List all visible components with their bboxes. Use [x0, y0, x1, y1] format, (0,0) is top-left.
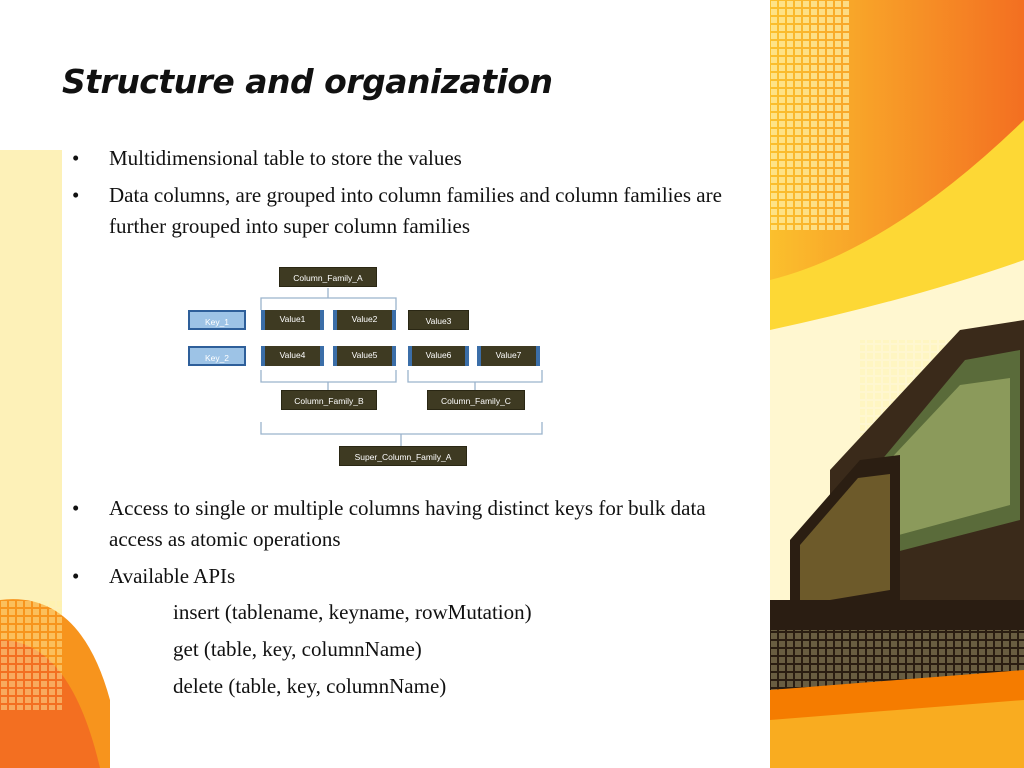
bullet-marker: • — [72, 564, 80, 588]
slide-title: Structure and organization — [62, 62, 553, 101]
column-family-b-box: Column_Family_B — [281, 390, 377, 410]
value-3-box: Value3 — [408, 310, 469, 330]
value-1-box: Value1 — [261, 310, 324, 330]
super-column-family-box: Super_Column_Family_A — [339, 446, 467, 466]
column-family-diagram — [185, 262, 555, 472]
right-decoration — [770, 0, 1024, 768]
column-family-a-box: Column_Family_A — [279, 267, 377, 287]
bracket-lines — [185, 262, 555, 472]
api-get: get (table, key, columnName) — [173, 637, 422, 661]
key-2-box: Key_2 — [188, 346, 246, 366]
column-family-c-box: Column_Family_C — [427, 390, 525, 410]
bullet-text: Available APIs — [109, 564, 236, 588]
value-5-box: Value5 — [333, 346, 396, 366]
value-4-box: Value4 — [261, 346, 324, 366]
left-decoration — [0, 0, 110, 768]
api-insert: insert (tablename, keyname, rowMutation) — [173, 600, 532, 624]
value-6-box: Value6 — [408, 346, 469, 366]
bullet-marker: • — [72, 183, 80, 207]
key-1-box: Key_1 — [188, 310, 246, 330]
bullet-text: Multidimensional table to store the values — [109, 146, 462, 170]
value-2-box: Value2 — [333, 310, 396, 330]
bullet-marker: • — [72, 146, 80, 170]
bullet-text: Access to single or multiple columns having distinct keys for bulk data access as atomic operations — [109, 496, 706, 551]
api-delete: delete (table, key, columnName) — [173, 674, 447, 698]
bullet-marker: • — [72, 496, 80, 520]
value-7-box: Value7 — [477, 346, 540, 366]
bullet-text: Data columns, are grouped into column families and column families are further grouped into super column families — [109, 183, 722, 238]
